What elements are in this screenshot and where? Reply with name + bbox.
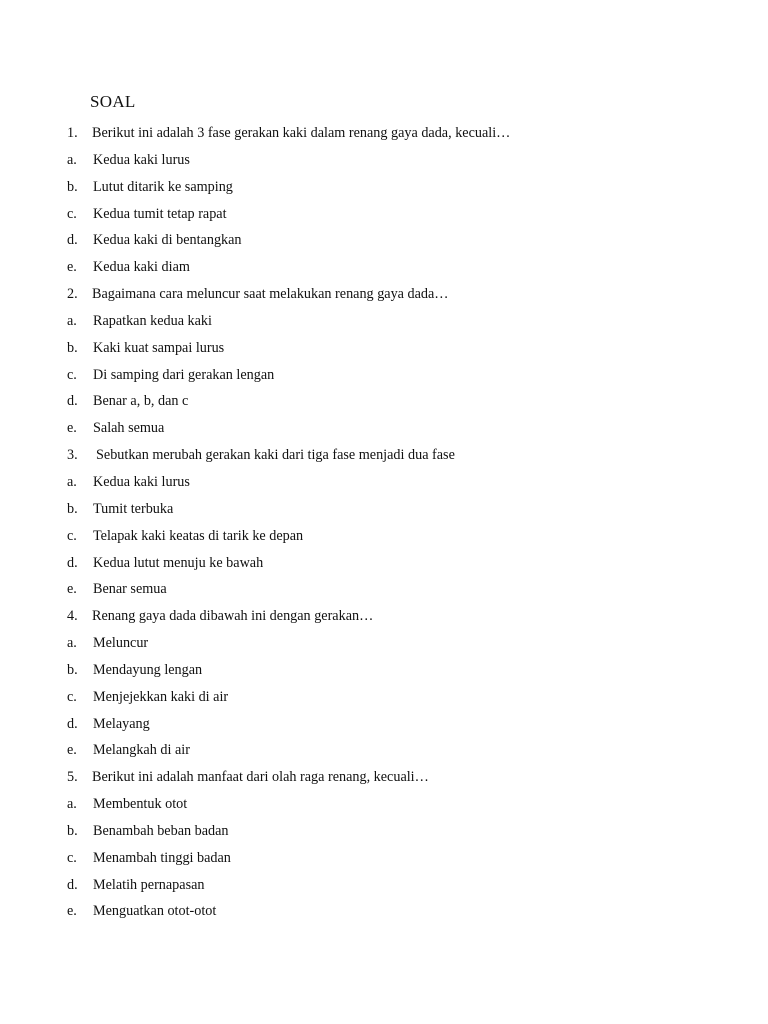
answer-option (0, 308, 768, 335)
option-letter: c. (67, 849, 77, 866)
question-number: 1. (67, 125, 78, 141)
answer-option (0, 201, 768, 228)
answer-option (0, 388, 768, 415)
answer-option (0, 227, 768, 254)
option-text: Menjejekkan kaki di air (93, 688, 229, 705)
option-letter: e. (67, 742, 77, 759)
question-item (0, 281, 768, 308)
option-letter: a. (67, 796, 77, 813)
answer-option (0, 845, 768, 872)
option-text: Melayang (93, 715, 150, 732)
answer-option (0, 576, 768, 603)
option-letter: c. (67, 205, 77, 222)
answer-option (0, 550, 768, 577)
answer-option (0, 254, 768, 281)
option-letter: c. (67, 688, 77, 705)
option-text: Mendayung lengan (93, 661, 203, 678)
answer-option (0, 657, 768, 684)
question-text: Berikut ini adalah 3 fase gerakan kaki dalam renang gaya dada, kecuali… (92, 125, 511, 141)
option-letter: e. (67, 420, 77, 437)
option-text: Kaki kuat sampai lurus (93, 339, 225, 356)
option-letter: c. (67, 527, 77, 544)
option-letter: a. (67, 151, 77, 168)
option-letter: b. (67, 500, 78, 517)
question-text: Renang gaya dada dibawah ini dengan gerakan… (92, 608, 374, 625)
answer-option (0, 791, 768, 818)
option-text: Melatih pernapasan (93, 876, 205, 893)
answer-option (0, 496, 768, 523)
option-text: Membentuk otot (93, 796, 188, 813)
option-text: Telapak kaki keatas di tarik ke depan (93, 527, 304, 544)
question-text: Sebutkan merubah gerakan kaki dari tiga fase menjadi dua fase (96, 447, 455, 464)
option-text: Tumit terbuka (93, 500, 174, 517)
option-letter: b. (67, 178, 78, 195)
page-title: SOAL (90, 92, 136, 111)
option-text: Benar semua (93, 581, 167, 598)
answer-option (0, 335, 768, 362)
option-text: Kedua kaki lurus (93, 151, 190, 168)
question-number: 4. (67, 608, 78, 625)
answer-option (0, 523, 768, 550)
option-letter: b. (67, 822, 78, 839)
question-item (0, 764, 768, 791)
question-item (0, 442, 768, 469)
option-text: Kedua lutut menuju ke bawah (93, 554, 264, 571)
option-letter: c. (67, 366, 77, 383)
question-number: 2. (67, 286, 78, 303)
question-item (0, 603, 768, 630)
answer-option (0, 147, 768, 174)
answer-option (0, 898, 768, 925)
option-text: Lutut ditarik ke samping (93, 178, 233, 195)
option-text: Kedua tumit tetap rapat (93, 205, 227, 222)
option-text: Benambah beban badan (93, 822, 229, 839)
option-text: Rapatkan kedua kaki (93, 312, 212, 329)
option-text: Salah semua (93, 420, 165, 437)
option-letter: d. (67, 554, 78, 571)
question-list (0, 120, 768, 925)
option-text: Kedua kaki lurus (93, 473, 190, 490)
option-letter: e. (67, 581, 77, 598)
option-letter: b. (67, 661, 78, 678)
option-letter: d. (67, 393, 78, 410)
answer-option (0, 684, 768, 711)
option-letter: e. (67, 259, 77, 276)
option-text: Meluncur (93, 635, 149, 652)
option-letter: a. (67, 473, 77, 490)
option-letter: a. (67, 635, 77, 652)
option-letter: b. (67, 339, 78, 356)
option-text: Kedua kaki diam (93, 259, 190, 276)
option-letter: d. (67, 232, 78, 249)
answer-option (0, 711, 768, 738)
answer-option (0, 872, 768, 899)
question-number: 3. (67, 447, 78, 464)
question-item (0, 120, 768, 147)
option-text: Menambah tinggi badan (93, 849, 231, 866)
option-text: Di samping dari gerakan lengan (93, 366, 275, 383)
answer-option (0, 737, 768, 764)
answer-option (0, 174, 768, 201)
question-text: Berikut ini adalah manfaat dari olah raga renang, kecuali… (92, 769, 429, 786)
option-letter: a. (67, 312, 77, 329)
answer-option (0, 630, 768, 657)
option-letter: e. (67, 903, 77, 920)
answer-option (0, 469, 768, 496)
answer-option (0, 415, 768, 442)
option-letter: d. (67, 876, 78, 893)
option-letter: d. (67, 715, 78, 732)
option-text: Melangkah di air (93, 742, 190, 759)
option-text: Menguatkan otot-otot (93, 903, 217, 920)
answer-option (0, 818, 768, 845)
option-text: Benar a, b, dan c (93, 393, 189, 410)
question-number: 5. (67, 769, 78, 786)
option-text: Kedua kaki di bentangkan (93, 232, 242, 249)
question-text: Bagaimana cara meluncur saat melakukan renang gaya dada… (92, 286, 449, 303)
answer-option (0, 362, 768, 389)
